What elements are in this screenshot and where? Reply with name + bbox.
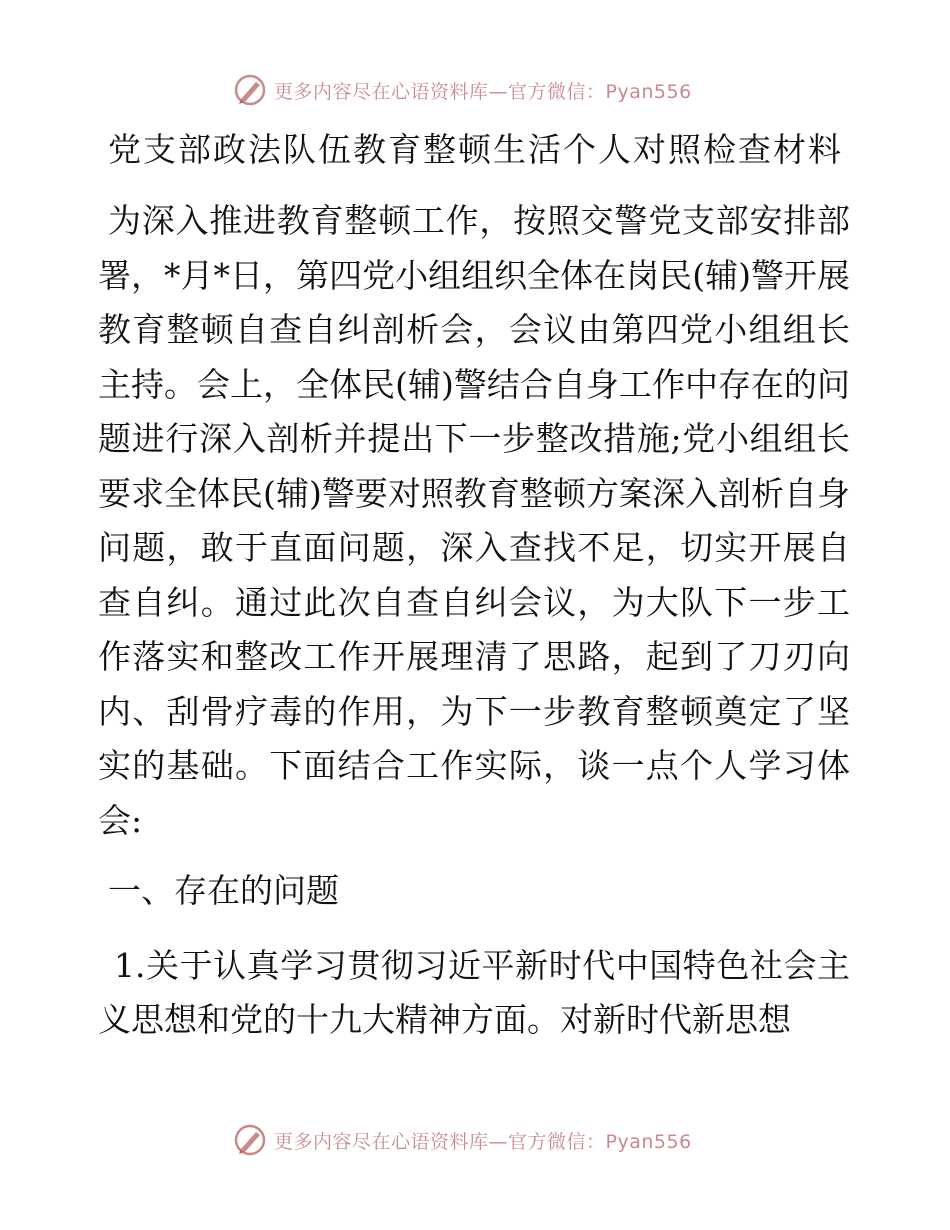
document-body xyxy=(98,194,850,1048)
pen-logo-icon xyxy=(232,1122,268,1158)
watermark-text: 更多内容尽在心语资料库—官方微信：Pyan556 xyxy=(274,1130,692,1153)
section-heading-problems: 一、存在的问题 xyxy=(108,871,339,910)
intro-paragraph: 为深入推进教育整顿工作，按照交警党支部安排部署，*月*日，第四党小组组织全体在岗民(辅)警开展教育整顿自查自纠剖析会，会议由第四党小组组长主持。会上，全体民(辅)警结合自身工作中存在的问题进行深入剖析并提出下一步整改措施;党小组组长要求全体民(辅)警要对照教育整顿方案深入剖析自身问题，敢于直面问题，深入查找不足，切实开展自查自纠。通过此次自查自纠会议，为大队下一步工作落实和整改工作开展理清了思路，起到了刀刃向内、刮骨疗毒的作用，为下一步教育整顿奠定了坚实的基础。下面结合工作实际，谈一点个人学习体会: xyxy=(98,201,850,840)
watermark-text: 更多内容尽在心语资料库—官方微信：Pyan556 xyxy=(274,80,692,103)
document-title: 党支部政法队伍教育整顿生活个人对照检查材料 xyxy=(108,130,843,169)
pen-logo-icon xyxy=(232,72,268,108)
watermark-banner-bottom xyxy=(232,1120,692,1160)
list-item-1: 1.关于认真学习贯彻习近平新时代中国特色社会主义思想和党的十九大精神方面。对新时代新思想 xyxy=(98,945,850,1039)
watermark-banner-top xyxy=(232,70,692,110)
